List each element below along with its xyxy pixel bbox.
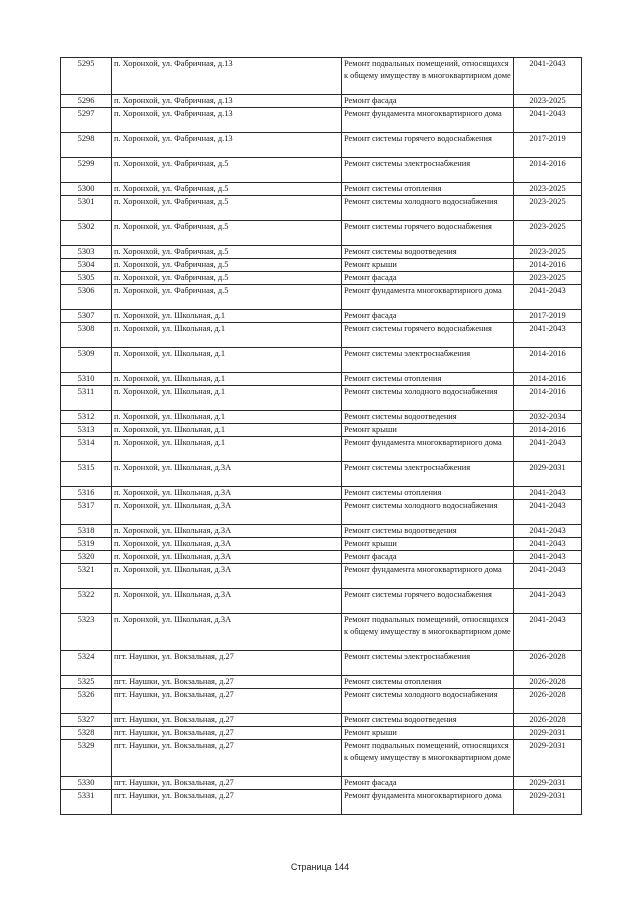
period-cell: 2041-2043 [514,108,582,133]
row-number: 5310 [61,373,112,386]
row-number: 5311 [61,386,112,411]
work-type-cell: Ремонт системы отопления [342,676,514,689]
address-cell: п. Хоронхой, ул. Фабричная, д.5 [112,158,342,183]
table-row [61,272,582,285]
address-cell: п. Хоронхой, ул. Фабричная, д.5 [112,259,342,272]
period-cell: 2041-2043 [514,437,582,462]
work-type-cell: Ремонт системы водоотведения [342,411,514,424]
row-number: 5323 [61,614,112,651]
table-row [61,437,582,462]
work-type-cell: Ремонт фундамента многоквартирного дома [342,285,514,310]
period-cell: 2041-2043 [514,487,582,500]
address-cell: п. Хоронхой, ул. Фабричная, д.5 [112,246,342,259]
work-type-cell: Ремонт фундамента многоквартирного дома [342,790,514,815]
table-row [61,259,582,272]
period-cell: 2041-2043 [514,525,582,538]
work-type-cell: Ремонт крыши [342,727,514,740]
period-cell: 2026-2028 [514,689,582,714]
table-row [61,487,582,500]
period-cell: 2017-2019 [514,133,582,158]
period-cell: 2029-2031 [514,462,582,487]
address-cell: п. Хоронхой, ул. Фабричная, д.13 [112,95,342,108]
period-cell: 2023-2025 [514,246,582,259]
work-type-cell: Ремонт системы горячего водоснабжения [342,323,514,348]
period-cell: 2029-2031 [514,777,582,790]
work-type-cell: Ремонт системы электроснабжения [342,462,514,487]
row-number: 5314 [61,437,112,462]
work-type-cell: Ремонт фасада [342,95,514,108]
row-number: 5321 [61,564,112,589]
table-row [61,651,582,676]
address-cell: пгт. Наушки, ул. Вокзальная, д.27 [112,689,342,714]
row-number: 5312 [61,411,112,424]
table-row [61,323,582,348]
address-cell: пгт. Наушки, ул. Вокзальная, д.27 [112,651,342,676]
table-row [61,538,582,551]
table-row [61,564,582,589]
row-number: 5326 [61,689,112,714]
work-type-cell: Ремонт фасада [342,551,514,564]
row-number: 5331 [61,790,112,815]
table-row [61,525,582,538]
row-number: 5304 [61,259,112,272]
row-number: 5325 [61,676,112,689]
period-cell: 2032-2034 [514,411,582,424]
row-number: 5301 [61,196,112,221]
row-number: 5319 [61,538,112,551]
row-number: 5300 [61,183,112,196]
work-type-cell: Ремонт подвальных помещений, относящихся к общему имуществу в многоквартирном доме [342,614,514,651]
work-type-cell: Ремонт системы отопления [342,183,514,196]
address-cell: п. Хоронхой, ул. Школьная, д.3А [112,589,342,614]
address-cell: п. Хоронхой, ул. Школьная, д.3А [112,614,342,651]
row-number: 5320 [61,551,112,564]
row-number: 5318 [61,525,112,538]
row-number: 5330 [61,777,112,790]
period-cell: 2041-2043 [514,564,582,589]
address-cell: п. Хоронхой, ул. Школьная, д.1 [112,386,342,411]
period-cell: 2026-2028 [514,714,582,727]
period-cell: 2041-2043 [514,614,582,651]
table-row [61,158,582,183]
work-type-cell: Ремонт фасада [342,777,514,790]
address-cell: пгт. Наушки, ул. Вокзальная, д.27 [112,714,342,727]
period-cell: 2041-2043 [514,538,582,551]
row-number: 5329 [61,740,112,777]
works-table [60,57,582,815]
period-cell: 2023-2025 [514,272,582,285]
period-cell: 2014-2016 [514,259,582,272]
work-type-cell: Ремонт системы холодного водоснабжения [342,500,514,525]
address-cell: п. Хоронхой, ул. Фабричная, д.5 [112,183,342,196]
period-cell: 2017-2019 [514,310,582,323]
table-row [61,689,582,714]
work-type-cell: Ремонт системы отопления [342,373,514,386]
table-row [61,727,582,740]
table-row [61,348,582,373]
period-cell: 2014-2016 [514,386,582,411]
address-cell: п. Хоронхой, ул. Школьная, д.3А [112,551,342,564]
row-number: 5299 [61,158,112,183]
table-row [61,246,582,259]
period-cell: 2029-2031 [514,790,582,815]
period-cell: 2023-2025 [514,95,582,108]
table-row [61,500,582,525]
work-type-cell: Ремонт системы водоотведения [342,246,514,259]
page-number: Страница 144 [290,862,350,872]
work-type-cell: Ремонт системы электроснабжения [342,651,514,676]
address-cell: п. Хоронхой, ул. Школьная, д.1 [112,437,342,462]
address-cell: п. Хоронхой, ул. Школьная, д.1 [112,323,342,348]
work-type-cell: Ремонт системы горячего водоснабжения [342,221,514,246]
address-cell: пгт. Наушки, ул. Вокзальная, д.27 [112,790,342,815]
work-type-cell: Ремонт системы электроснабжения [342,158,514,183]
address-cell: пгт. Наушки, ул. Вокзальная, д.27 [112,676,342,689]
address-cell: п. Хоронхой, ул. Школьная, д.1 [112,424,342,437]
table-row [61,221,582,246]
table-row [61,462,582,487]
table-row [61,589,582,614]
row-number: 5317 [61,500,112,525]
period-cell: 2029-2031 [514,740,582,777]
work-type-cell: Ремонт подвальных помещений, относящихся к общему имуществу в многоквартирном доме [342,740,514,777]
table-row [61,424,582,437]
period-cell: 2026-2028 [514,651,582,676]
row-number: 5298 [61,133,112,158]
row-number: 5308 [61,323,112,348]
address-cell: п. Хоронхой, ул. Школьная, д.3А [112,487,342,500]
table-row [61,411,582,424]
table-row [61,373,582,386]
work-type-cell: Ремонт системы электроснабжения [342,348,514,373]
row-number: 5306 [61,285,112,310]
table-row [61,196,582,221]
address-cell: п. Хоронхой, ул. Школьная, д.3А [112,525,342,538]
row-number: 5307 [61,310,112,323]
table-row [61,790,582,815]
work-type-cell: Ремонт системы водоотведения [342,525,514,538]
row-number: 5297 [61,108,112,133]
row-number: 5302 [61,221,112,246]
period-cell: 2041-2043 [514,551,582,564]
address-cell: п. Хоронхой, ул. Фабричная, д.13 [112,133,342,158]
period-cell: 2041-2043 [514,589,582,614]
address-cell: п. Хоронхой, ул. Школьная, д.3А [112,564,342,589]
row-number: 5313 [61,424,112,437]
row-number: 5328 [61,727,112,740]
address-cell: п. Хоронхой, ул. Школьная, д.3А [112,500,342,525]
table-row [61,386,582,411]
row-number: 5305 [61,272,112,285]
table-row [61,95,582,108]
work-type-cell: Ремонт фундамента многоквартирного дома [342,437,514,462]
period-cell: 2041-2043 [514,58,582,95]
address-cell: п. Хоронхой, ул. Школьная, д.1 [112,411,342,424]
address-cell: п. Хоронхой, ул. Школьная, д.3А [112,538,342,551]
address-cell: п. Хоронхой, ул. Фабричная, д.13 [112,58,342,95]
period-cell: 2041-2043 [514,285,582,310]
table-row [61,183,582,196]
work-type-cell: Ремонт крыши [342,259,514,272]
work-type-cell: Ремонт системы горячего водоснабжения [342,589,514,614]
address-cell: пгт. Наушки, ул. Вокзальная, д.27 [112,740,342,777]
address-cell: пгт. Наушки, ул. Вокзальная, д.27 [112,727,342,740]
row-number: 5315 [61,462,112,487]
address-cell: п. Хоронхой, ул. Школьная, д.1 [112,373,342,386]
table-row [61,285,582,310]
row-number: 5324 [61,651,112,676]
table-row [61,310,582,323]
row-number: 5303 [61,246,112,259]
address-cell: п. Хоронхой, ул. Фабричная, д.13 [112,108,342,133]
table-row [61,714,582,727]
period-cell: 2014-2016 [514,373,582,386]
address-cell: п. Хоронхой, ул. Фабричная, д.5 [112,285,342,310]
address-cell: п. Хоронхой, ул. Школьная, д.1 [112,348,342,373]
period-cell: 2014-2016 [514,424,582,437]
period-cell: 2014-2016 [514,348,582,373]
work-type-cell: Ремонт системы холодного водоснабжения [342,386,514,411]
table-row [61,133,582,158]
period-cell: 2026-2028 [514,676,582,689]
row-number: 5316 [61,487,112,500]
period-cell: 2023-2025 [514,183,582,196]
table-row [61,740,582,777]
work-type-cell: Ремонт фасада [342,272,514,285]
work-type-cell: Ремонт системы водоотведения [342,714,514,727]
row-number: 5295 [61,58,112,95]
row-number: 5309 [61,348,112,373]
work-type-cell: Ремонт системы холодного водоснабжения [342,689,514,714]
work-type-cell: Ремонт крыши [342,424,514,437]
row-number: 5327 [61,714,112,727]
work-type-cell: Ремонт фундамента многоквартирного дома [342,108,514,133]
table-row [61,108,582,133]
table-row [61,614,582,651]
table-row [61,551,582,564]
address-cell: пгт. Наушки, ул. Вокзальная, д.27 [112,777,342,790]
table-row [61,58,582,95]
address-cell: п. Хоронхой, ул. Фабричная, д.5 [112,196,342,221]
table-row [61,676,582,689]
address-cell: п. Хоронхой, ул. Фабричная, д.5 [112,221,342,246]
period-cell: 2041-2043 [514,500,582,525]
row-number: 5322 [61,589,112,614]
table-row [61,777,582,790]
work-type-cell: Ремонт фундамента многоквартирного дома [342,564,514,589]
address-cell: п. Хоронхой, ул. Школьная, д.1 [112,310,342,323]
row-number: 5296 [61,95,112,108]
table-body [61,58,582,815]
period-cell: 2023-2025 [514,196,582,221]
period-cell: 2014-2016 [514,158,582,183]
work-type-cell: Ремонт системы горячего водоснабжения [342,133,514,158]
period-cell: 2029-2031 [514,727,582,740]
address-cell: п. Хоронхой, ул. Школьная, д.3А [112,462,342,487]
work-type-cell: Ремонт крыши [342,538,514,551]
period-cell: 2023-2025 [514,221,582,246]
address-cell: п. Хоронхой, ул. Фабричная, д.5 [112,272,342,285]
work-type-cell: Ремонт фасада [342,310,514,323]
work-type-cell: Ремонт системы отопления [342,487,514,500]
period-cell: 2041-2043 [514,323,582,348]
work-type-cell: Ремонт подвальных помещений, относящихся к общему имуществу в многоквартирном доме [342,58,514,95]
work-type-cell: Ремонт системы холодного водоснабжения [342,196,514,221]
